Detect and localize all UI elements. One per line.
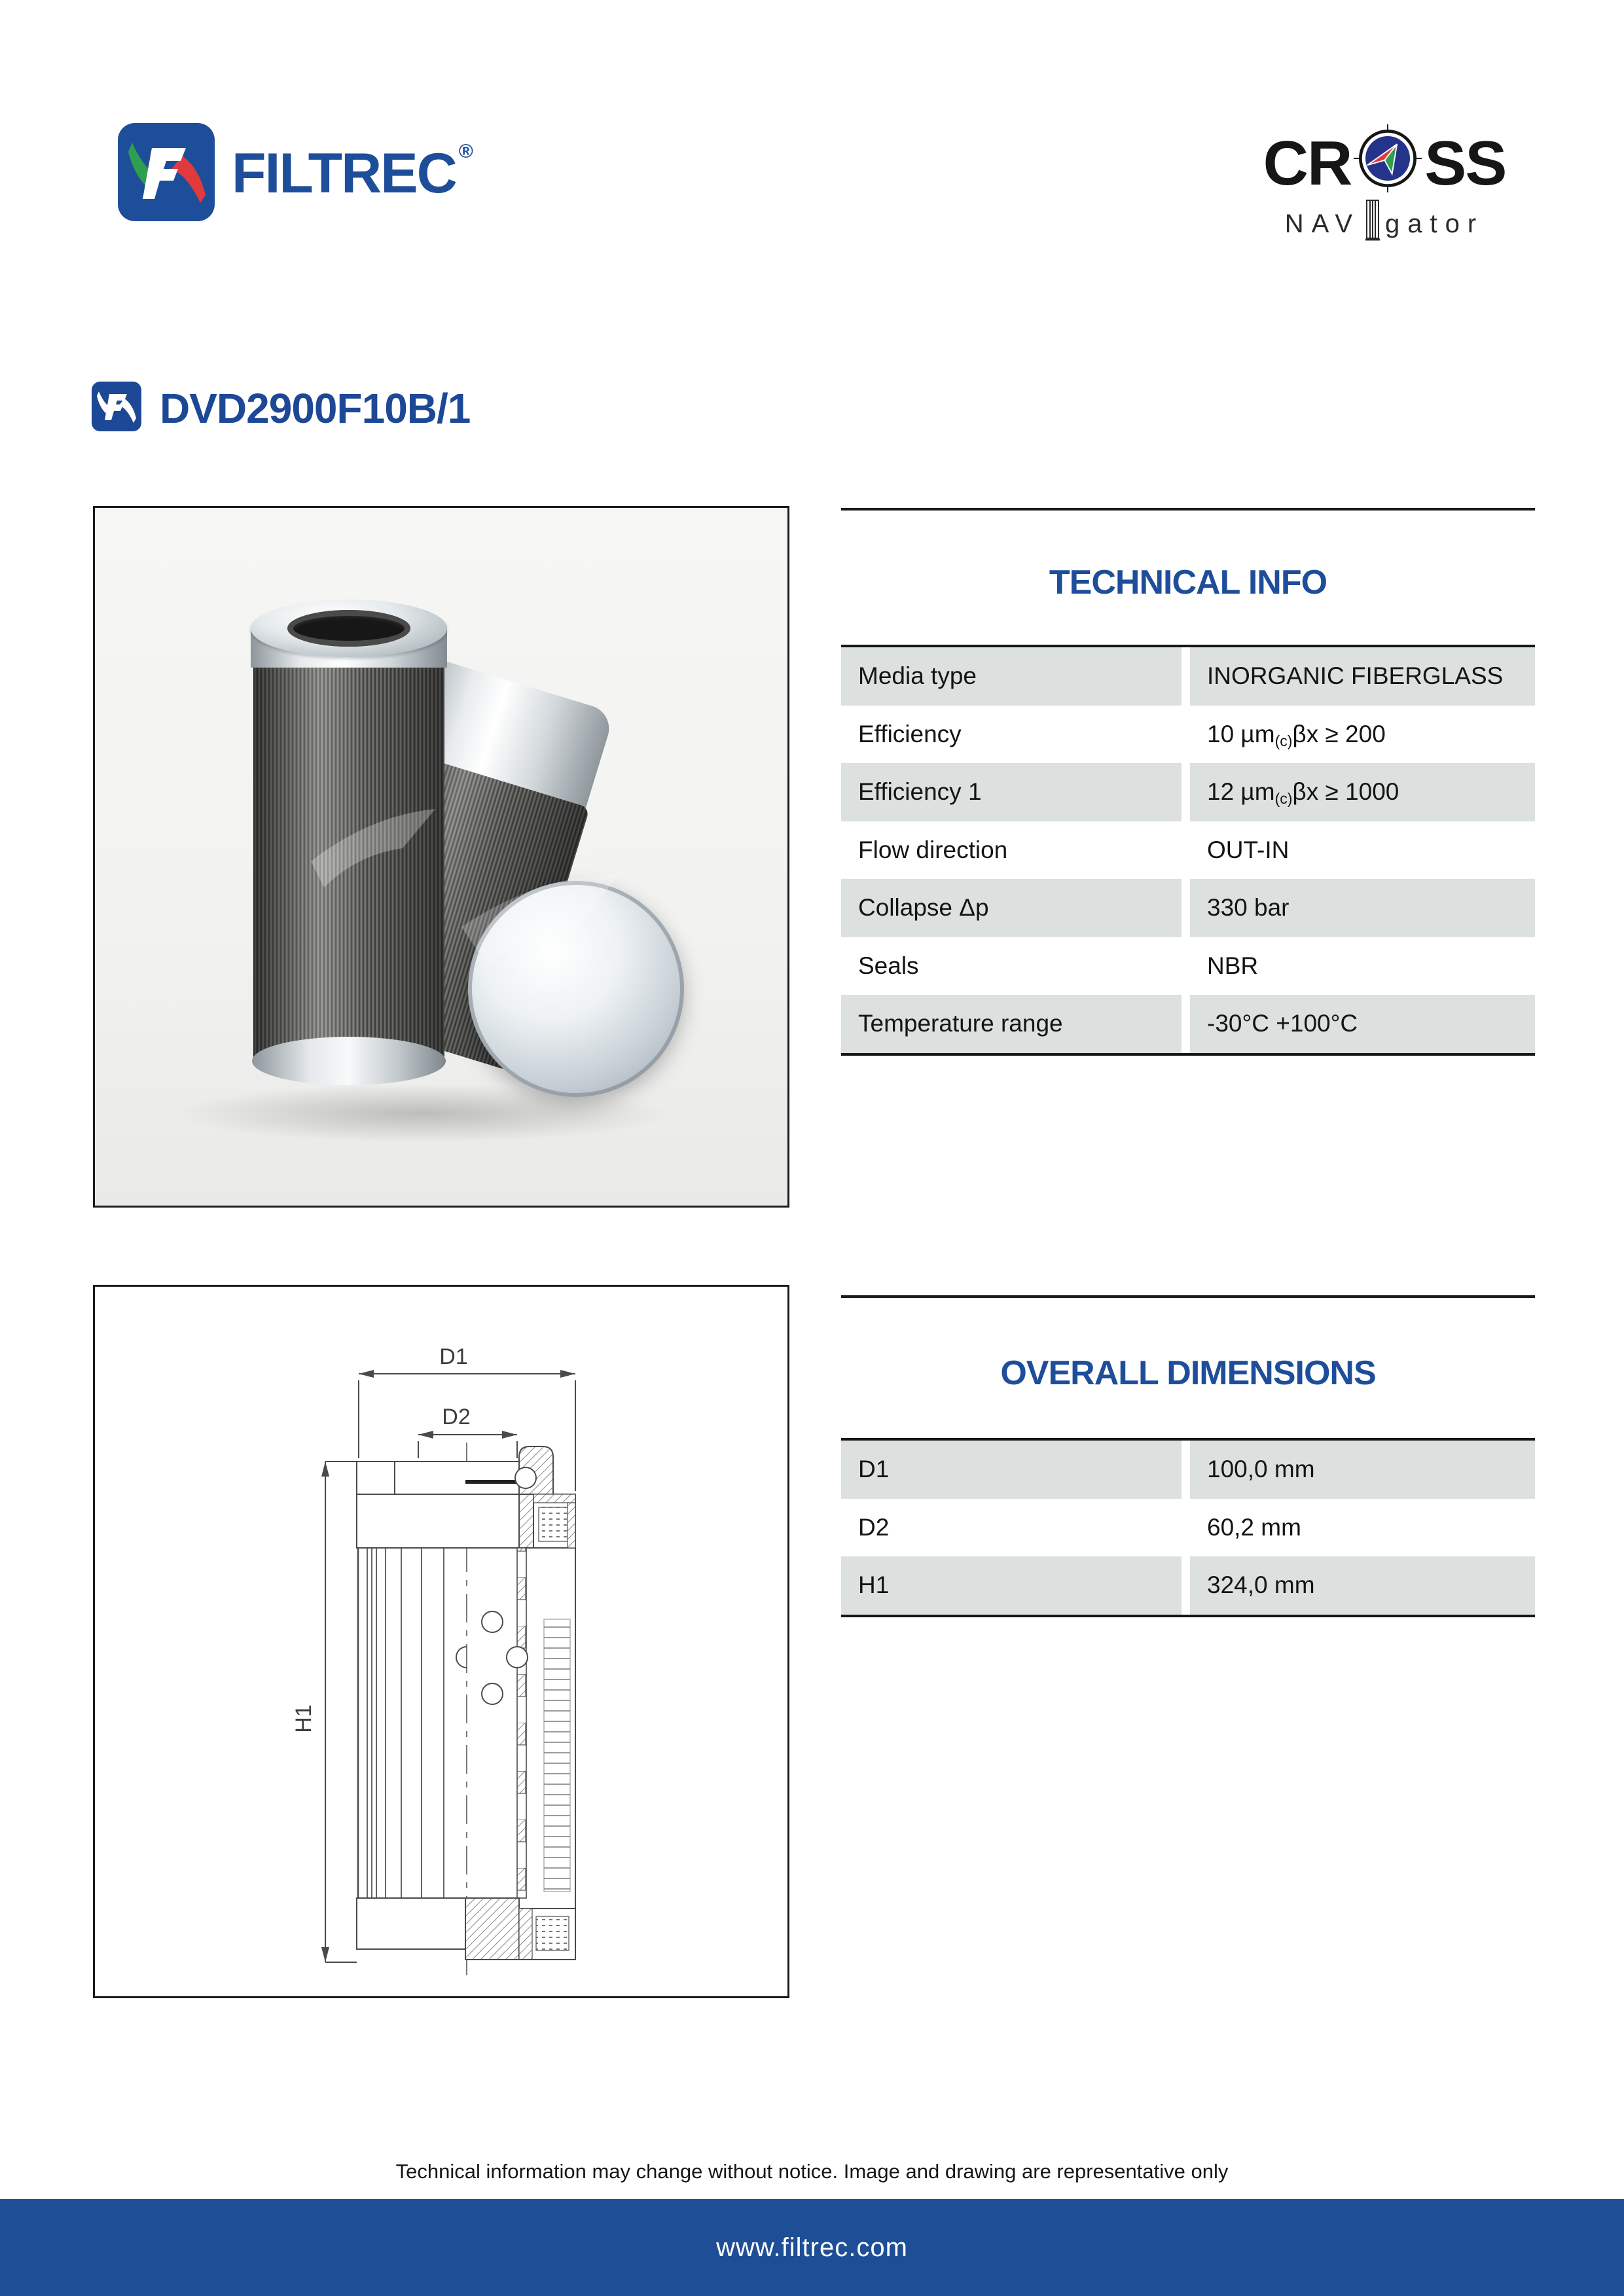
table-row [841,995,1535,1053]
row-label: Efficiency [841,706,1182,764]
row-value: OUT-IN [1190,821,1535,880]
product-photo [93,506,789,1208]
row-label: H1 [841,1556,1182,1615]
row-value: 10 µm $_{(c)}$ βx ≥ 200 [1190,706,1535,764]
column-divider [1182,879,1190,937]
column-divider [1182,821,1190,880]
row-label: Temperature range [841,995,1182,1053]
table-row [841,706,1535,764]
table-row [841,937,1535,996]
technical-info-table [841,645,1535,1056]
technical-info-title: TECHNICAL INFO [1049,564,1327,601]
row-label: D1 [841,1441,1182,1499]
navigator-text-left: NAV [1284,209,1361,238]
product-title-row [92,382,470,435]
table-row [841,1441,1535,1499]
overall-dimensions-table [841,1438,1535,1617]
table-row [841,1499,1535,1557]
section-divider [841,1295,1535,1298]
row-value: 330 bar [1190,879,1535,937]
row-label: D2 [841,1499,1182,1557]
product-mark-icon [92,382,141,435]
row-label: Efficiency 1 [841,763,1182,821]
column-divider [1182,763,1190,821]
column-divider [1182,1499,1190,1557]
column-divider [1182,706,1190,764]
table-row [841,763,1535,821]
row-value: -30°C +100°C [1190,995,1535,1053]
drawing-label-h1: H1 [291,1704,316,1733]
column-divider [1182,995,1190,1053]
row-label: Flow direction [841,821,1182,880]
cross-navigator-logo [1257,124,1512,249]
table-row [841,879,1535,937]
row-label: Seals [841,937,1182,996]
registered-trademark: ® [458,140,473,162]
row-value: 324,0 mm [1190,1556,1535,1615]
drawing-label-d2: D2 [442,1405,471,1429]
row-value: 12 µm $_{(c)}$ βx ≥ 1000 [1190,763,1535,821]
row-value: INORGANIC FIBERGLASS [1190,647,1535,706]
table-row [841,647,1535,706]
row-value: 60,2 mm [1190,1499,1535,1557]
row-label: Media type [841,647,1182,706]
cross-logo-text-right: SS [1424,128,1506,198]
row-label: Collapse Δp [841,879,1182,937]
row-value: NBR [1190,937,1535,996]
filtrec-logo-icon [118,123,215,224]
footer-website-link[interactable]: www.filtrec.com [716,2233,908,2262]
compass-icon [1354,124,1422,203]
footer-bar [0,2199,1624,2296]
overall-dimensions-title: OVERALL DIMENSIONS [1000,1354,1376,1392]
filtrec-watermark [95,508,786,1204]
row-value: 100,0 mm [1190,1441,1535,1499]
filtrec-logo-text: FILTREC [232,142,456,205]
technical-drawing [93,1285,789,1998]
filtrec-logo [118,123,471,224]
cross-logo-text-left: CR [1263,128,1352,198]
drawing-label-d1: D1 [439,1344,468,1369]
magnifier-pillar-icon [1364,199,1381,249]
column-divider [1182,1441,1190,1499]
column-divider [1182,647,1190,706]
column-divider [1182,1556,1190,1615]
navigator-text-right: gator [1385,209,1485,238]
product-code: DVD2900F10B/1 [160,384,471,432]
table-row [841,821,1535,880]
column-divider [1182,937,1190,996]
section-divider [841,508,1535,511]
footer-disclaimer: Technical information may change without notice. Image and drawing are representative only [395,2160,1229,2183]
table-row [841,1556,1535,1615]
